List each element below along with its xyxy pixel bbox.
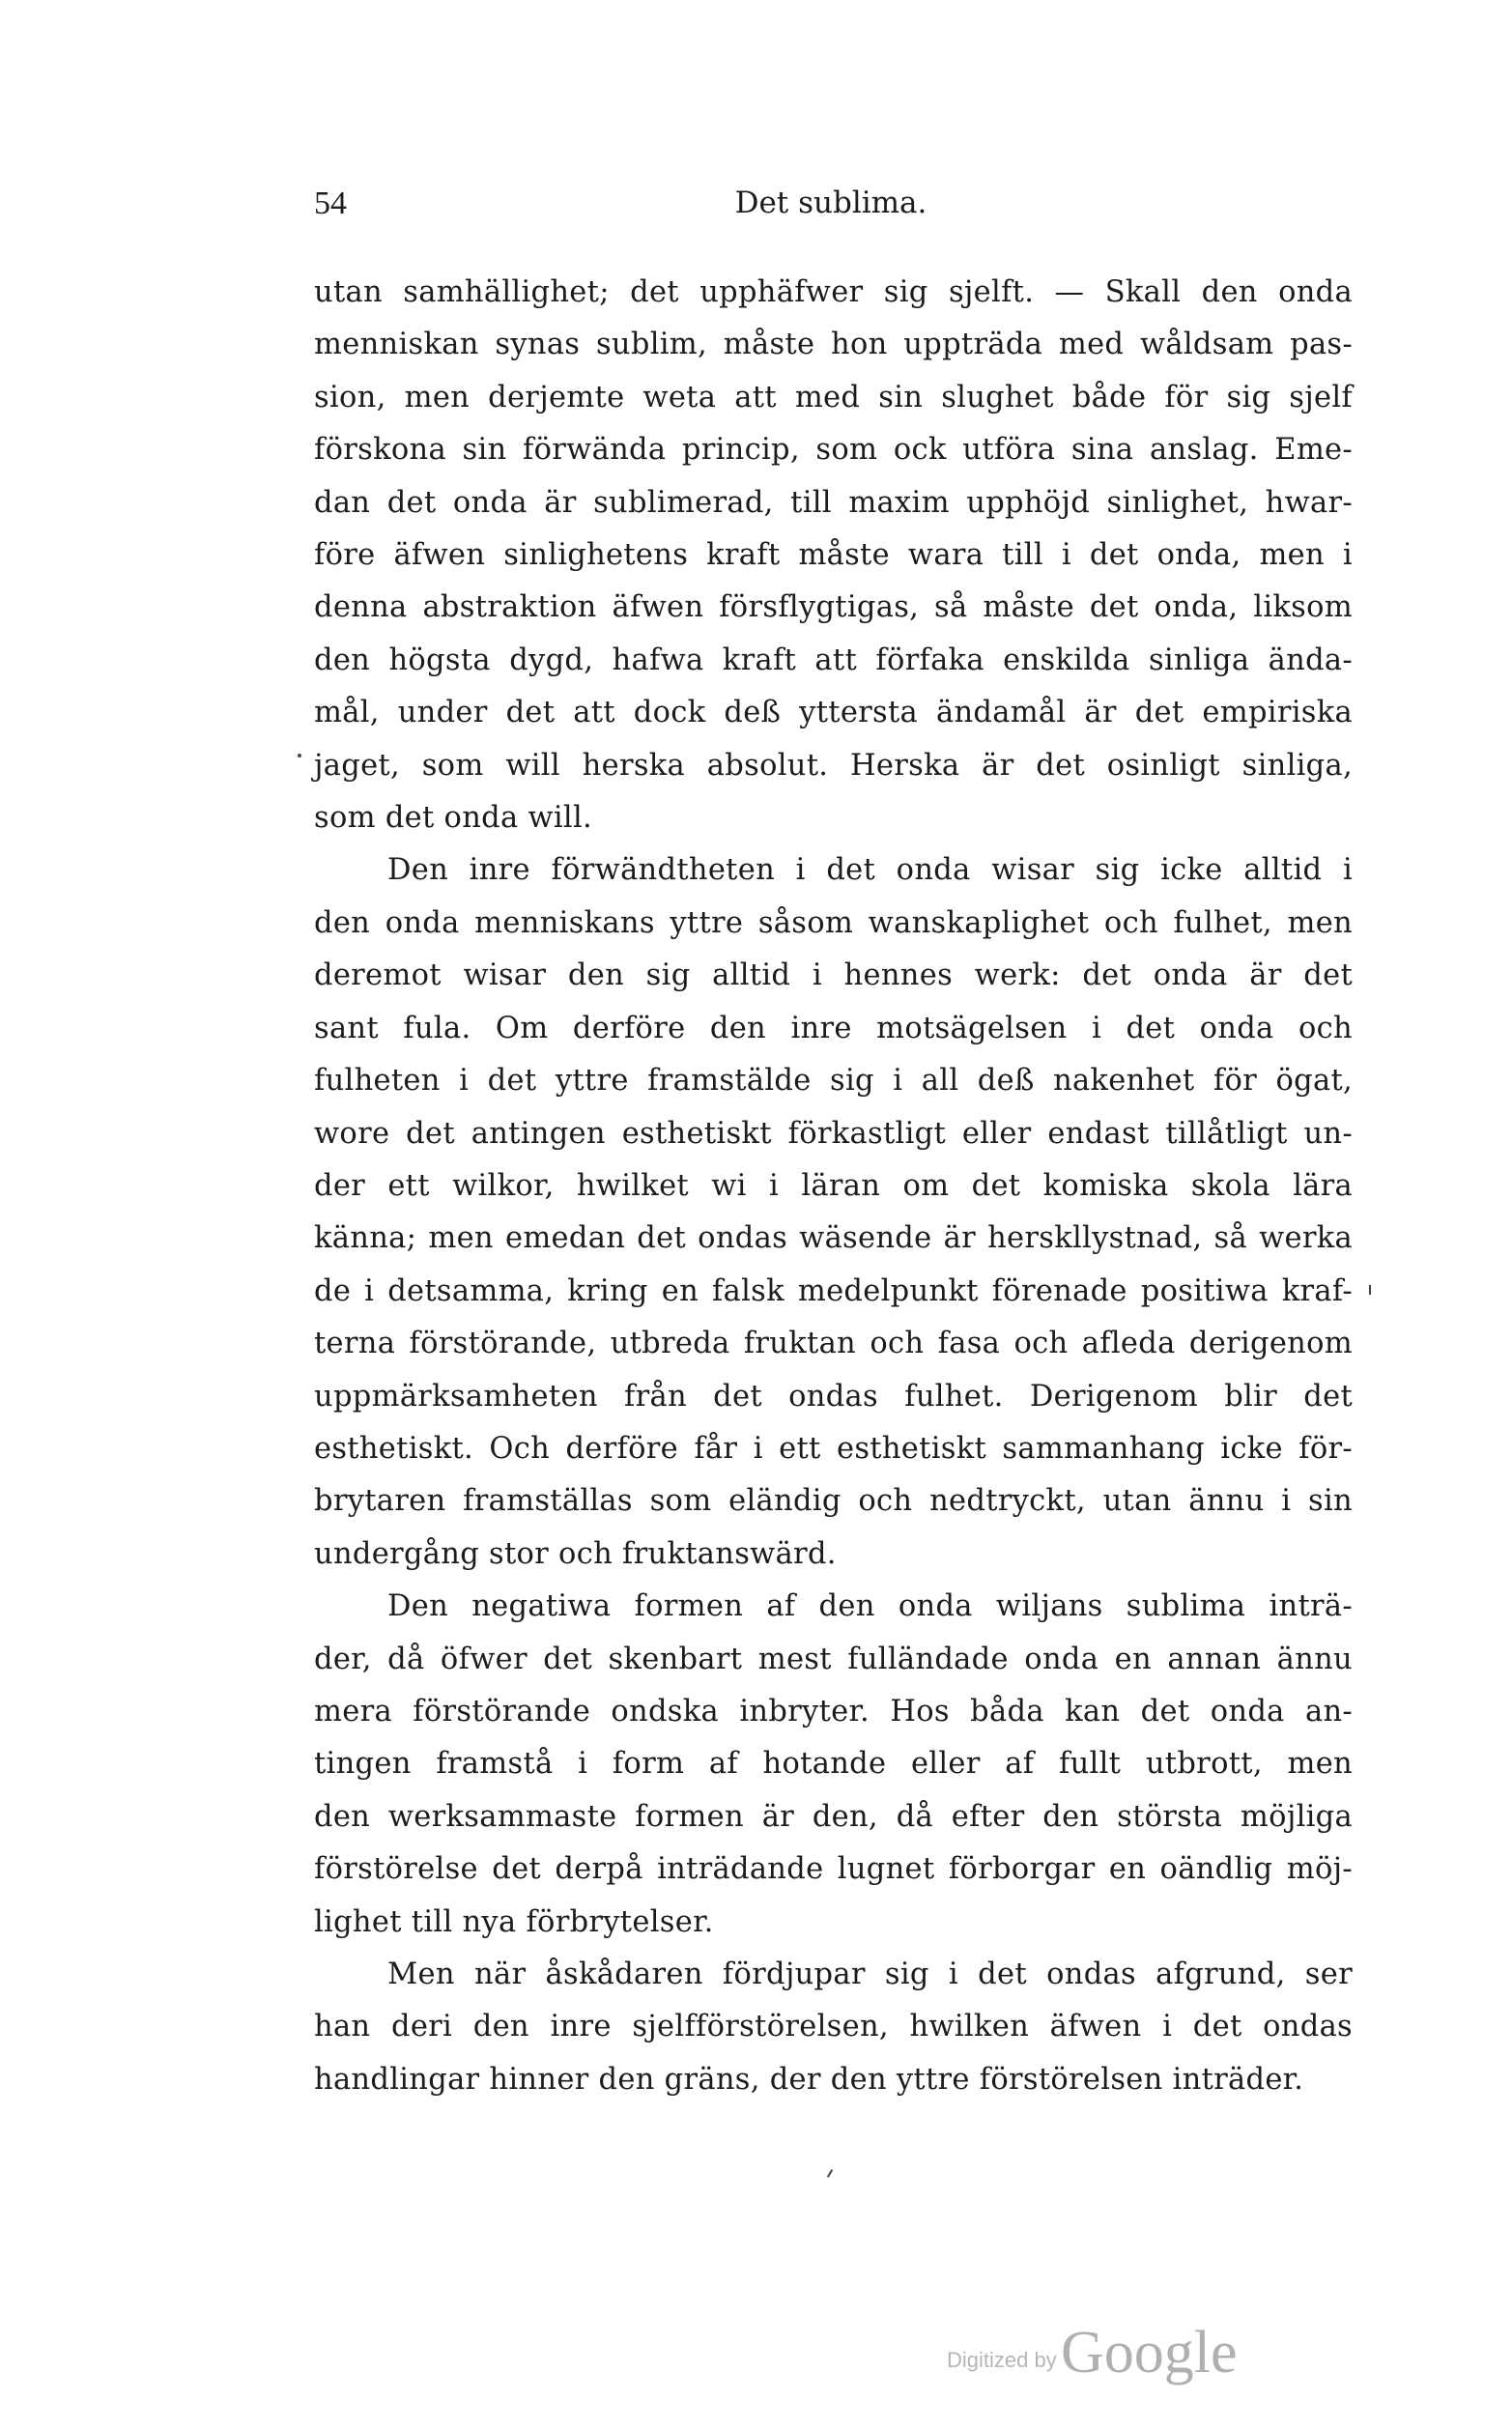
text-line: före äfwen sinlighetens kraft måste wara till i det onda, men i (314, 538, 1353, 573)
text-line: brytaren framställas som eländig och nedtryckt, utan ännu i sin (314, 1484, 1353, 1519)
text-line: uppmärksamheten från det ondas fulhet. Derigenom blir det (314, 1379, 1353, 1414)
text-line: denna abstraktion äfwen försflygtigas, så måste det onda, liksom (314, 590, 1353, 625)
text-line: menniskan synas sublim, måste hon uppträda med wåldsam pas- (314, 328, 1353, 362)
text-line: mera förstörande ondska inbryter. Hos båda kan det onda an- (314, 1694, 1353, 1729)
text-line: sant fula. Om derföre den inre motsägelsen i det onda och (314, 1011, 1353, 1045)
text-line: Den negatiwa formen af den onda wiljans sublima inträ- (387, 1589, 1353, 1624)
page-header (314, 186, 1348, 240)
text-line: lighet till nya förbrytelser. (314, 1904, 714, 1939)
text-line: Men när åskådaren fördjupar sig i det ondas afgrund, ser (387, 1957, 1353, 1991)
digitized-watermark (947, 2319, 1353, 2396)
running-title: Det sublima. (734, 186, 927, 220)
text-line: fulheten i det yttre framstälde sig i all deß nakenhet för ögat, (314, 1064, 1353, 1099)
body-text (314, 267, 1353, 2106)
text-line: han deri den inre sjelfförstörelsen, hwilken äfwen i det ondas (314, 2010, 1353, 2044)
text-line: der ett wilkor, hwilket wi i läran om det komiska skola lära (314, 1168, 1353, 1203)
print-speck (827, 2169, 833, 2178)
text-line: sion, men derjemte weta att med sin slughet både för sig sjelf (314, 380, 1353, 414)
text-line: esthetiskt. Och derföre får i ett esthetiskt sammanhang icke för- (314, 1431, 1353, 1466)
text-line: känna; men emedan det ondas wäsende är herskllystnad, så werka (314, 1221, 1353, 1256)
text-line: som det onda will. (314, 801, 593, 836)
print-speck (298, 754, 301, 757)
print-speck (1369, 1285, 1371, 1295)
text-line: mål, under det att dock deß yttersta ändamål är det empiriska (314, 696, 1353, 730)
text-line: deremot wisar den sig alltid i hennes werk: det onda är det (314, 958, 1353, 993)
text-line: der, då öfwer det skenbart mest fulländade onda en annan ännu (314, 1642, 1353, 1676)
text-line: de i detsamma, kring en falsk medelpunkt förenade positiwa kraf- (314, 1273, 1353, 1308)
page-number: 54 (314, 186, 347, 221)
text-line: den högsta dygd, hafwa kraft att förfaka enskilda sinliga ända- (314, 643, 1353, 677)
text-line: handlingar hinner den gräns, der den yttre förstörelsen inträder. (314, 2062, 1304, 2097)
text-line: förstörelse det derpå inträdande lugnet förborgar en oändlig möj- (314, 1852, 1353, 1887)
text-line: den werksammaste formen är den, då efter den största möjliga (314, 1799, 1353, 1834)
google-logo: Google (1061, 2320, 1238, 2386)
text-line: jaget, som will herska absolut. Herska är det osinligt sinliga, (314, 748, 1353, 783)
text-line: den onda menniskans yttre såsom wanskaplighet och fulhet, men (314, 905, 1353, 940)
digitized-by-label: Digitized by (947, 2348, 1057, 2372)
text-line: förskona sin förwända princip, som ock utföra sina anslag. Eme- (314, 433, 1353, 468)
paragraph (314, 844, 1353, 1581)
paragraph (314, 1949, 1353, 2106)
paragraph (314, 267, 1353, 844)
text-line: utan samhällighet; det upphäfwer sig sjelft. — Skall den onda (314, 275, 1353, 309)
text-line: wore det antingen esthetiskt förkastligt eller endast tillåtligt un- (314, 1116, 1353, 1151)
text-line: tingen framstå i form af hotande eller af fullt utbrott, men (314, 1747, 1353, 1782)
paragraph (314, 1581, 1353, 1949)
text-line: dan det onda är sublimerad, till maxim upphöjd sinlighet, hwar- (314, 485, 1353, 520)
text-line: terna förstörande, utbreda fruktan och fasa och afleda derigenom (314, 1327, 1353, 1361)
text-line: Den inre förwändtheten i det onda wisar sig icke alltid i (387, 853, 1353, 888)
text-line: undergång stor och fruktanswärd. (314, 1536, 837, 1571)
